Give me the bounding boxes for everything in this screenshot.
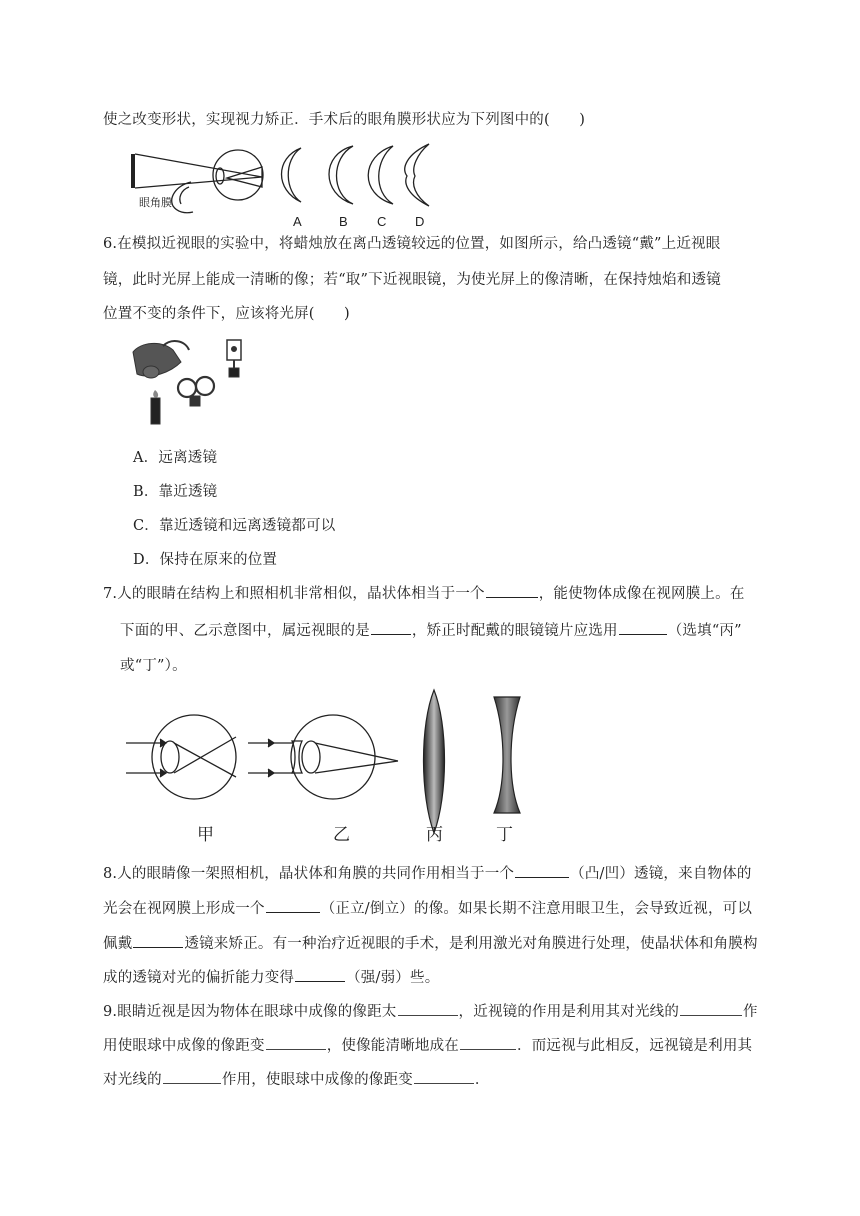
eye-diagram-yi — [248, 715, 398, 799]
q9-text-1c: 作 — [743, 1004, 758, 1020]
q6-option-c: C．靠近透镜和远离透镜都可以 — [133, 518, 336, 534]
q9-line-2 — [103, 1035, 752, 1056]
q9-blank-5[interactable] — [163, 1069, 221, 1084]
q6-option-b: B．靠近透镜 — [133, 484, 218, 500]
q9-blank-2[interactable] — [680, 1001, 742, 1016]
q8-line-2 — [103, 898, 752, 919]
cornea-option-shapes — [282, 144, 430, 206]
q8-text-1b: （凸/凹）透镜，来自物体的 — [570, 866, 752, 882]
q9-blank-4[interactable] — [460, 1035, 516, 1050]
q7-line-2 — [120, 620, 742, 641]
q8-text-3a: 佩戴 — [103, 936, 133, 952]
q9-line-3 — [103, 1069, 490, 1090]
q5-text-line: 使之改变形状，实现视力矫正．手术后的眼角膜形状应为下列图中的( ) — [103, 112, 586, 128]
cornea-shape-a — [282, 148, 302, 202]
q8-line-3 — [103, 933, 758, 954]
q8-text-4b: （强/弱）些。 — [346, 970, 440, 986]
q9-blank-3[interactable] — [266, 1035, 326, 1050]
q9-text-3a: 对光线的 — [103, 1072, 162, 1088]
q9-blank-1[interactable] — [398, 1001, 458, 1016]
label-ding: 丁 — [496, 825, 513, 844]
q9-text-2c: ．而远视与此相反，远视镜是利用其 — [517, 1038, 753, 1054]
q7-text-1b: ，能使物体成像在视网膜上。在 — [538, 586, 745, 602]
q8-blank-1[interactable] — [515, 863, 569, 878]
concave-lens-ding — [494, 697, 520, 813]
option-c-label: C — [377, 214, 387, 229]
q6-line-2: 镜，此时光屏上能成一清晰的像；若“取”下近视眼镜，为使光屏上的像清晰，在保持烛焰和透镜 — [103, 272, 721, 288]
label-yi: 乙 — [333, 825, 350, 844]
q6-option-d: D．保持在原来的位置 — [133, 552, 278, 568]
cornea-shape-d — [405, 144, 429, 206]
q6-line-3: 位置不变的条件下，应该将光屏( ) — [103, 306, 350, 322]
q8-line-1 — [103, 863, 752, 884]
q6-line-1: 6.在模拟近视眼的实验中，将蜡烛放在离凸透镜较远的位置，如图所示，给凸透镜“戴”上近视眼 — [103, 236, 721, 252]
q7-text-2a: 下面的甲、乙示意图中，属远视眼的是 — [120, 623, 370, 639]
q9-text-2a: 用使眼球中成像的像距变 — [103, 1038, 265, 1054]
eye-diagram-jia — [126, 715, 236, 799]
cornea-shape-b — [329, 146, 353, 204]
q9-text-3b: 作用，使眼球中成像的像距变 — [221, 1072, 413, 1088]
q8-text-1a: 8.人的眼睛像一架照相机，晶状体和角膜的共同作用相当于一个 — [103, 866, 515, 882]
q9-blank-6[interactable] — [414, 1069, 474, 1084]
label-jia: 甲 — [197, 825, 214, 844]
option-a-label: A — [293, 214, 302, 229]
q7-blank-1[interactable] — [486, 583, 538, 598]
q9-text-1a: 9.眼睛近视是因为物体在眼球中成像的像距太 — [103, 1004, 397, 1020]
q8-text-2b: （正立/倒立）的像。如果长期不注意用眼卫生，会导致近视，可以 — [320, 901, 753, 917]
q8-blank-4[interactable] — [295, 967, 345, 982]
cornea-shape-c — [368, 146, 393, 204]
option-d-label: D — [415, 214, 425, 229]
q8-text-3b: 透镜来矫正。有一种治疗近视眼的手术，是利用激光对角膜进行处理，使晶状体和角膜构 — [184, 936, 758, 952]
q9-line-1 — [103, 1001, 758, 1022]
q8-text-2a: 光会在视网膜上形成一个 — [103, 901, 265, 917]
q7-line-3: 或“丁”）。 — [120, 658, 187, 674]
q9-text-1b: ，近视镜的作用是利用其对光线的 — [458, 1004, 680, 1020]
cornea-label: 眼角膜 — [139, 197, 172, 209]
q6-experiment-photo — [131, 334, 256, 430]
q7-text-2c: （选填“丙” — [667, 623, 742, 639]
q7-blank-2[interactable] — [371, 620, 411, 635]
q9-text-3c: ． — [474, 1072, 490, 1088]
option-b-label: B — [339, 214, 348, 229]
convex-lens-bing — [424, 690, 445, 833]
q9-text-2b: ，使像能清晰地成在 — [326, 1038, 460, 1054]
q7-line-1 — [103, 583, 745, 604]
q8-blank-2[interactable] — [266, 898, 320, 913]
q6-option-a: A．远离透镜 — [133, 450, 218, 466]
label-bing: 丙 — [426, 825, 443, 844]
q7-blank-3[interactable] — [619, 620, 667, 635]
q5-cornea-figure — [125, 140, 445, 232]
q8-line-4 — [103, 967, 439, 988]
q8-blank-3[interactable] — [133, 933, 183, 948]
q7-eye-lens-figure — [118, 685, 538, 850]
q8-text-4a: 成的透镜对光的偏折能力变得 — [103, 970, 295, 986]
q7-text-1a: 7.人的眼睛在结构上和照相机非常相似，晶状体相当于一个 — [103, 586, 485, 602]
q7-text-2b: ，矫正时配戴的眼镜镜片应选用 — [411, 623, 618, 639]
